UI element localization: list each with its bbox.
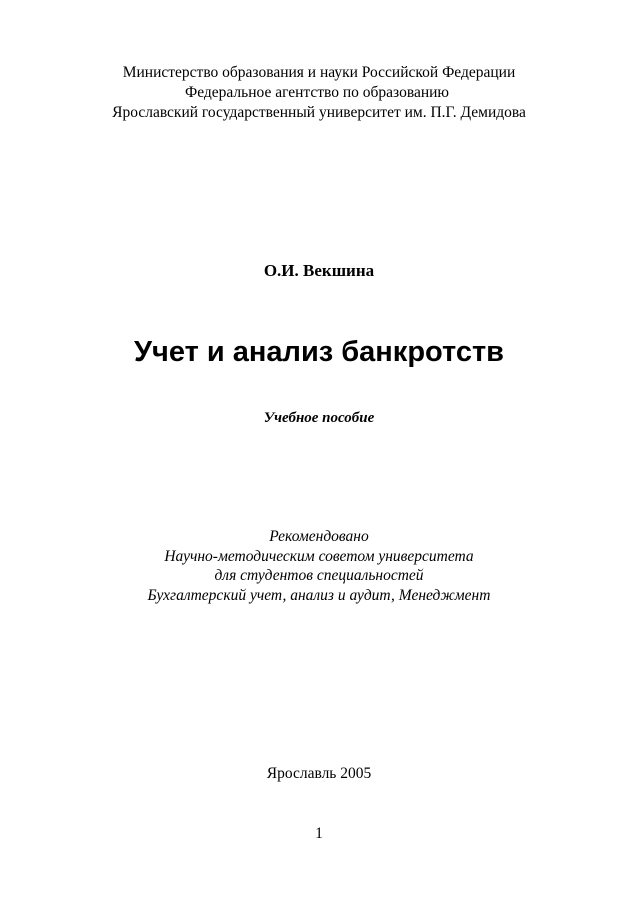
book-subtitle: Учебное пособие <box>263 410 375 426</box>
ministry-line: Министерство образования и науки Российской Федерации <box>122 64 516 81</box>
author-name: О.И. Векшина <box>263 261 375 280</box>
university-line: Ярославский государственный университет им. П.Г. Демидова <box>112 104 526 121</box>
page-number: 1 <box>315 825 323 842</box>
recommendation-line: Рекомендовано <box>269 528 369 545</box>
book-title: Учет и анализ банкротств <box>133 336 505 368</box>
recommendation-line: Бухгалтерский учет, анализ и аудит, Менеджмент <box>147 587 491 604</box>
recommendation-line: Научно-методическим советом университета <box>164 548 474 565</box>
agency-line: Федеральное агентство по образованию <box>184 84 450 101</box>
recommendation-line: для студентов специальностей <box>214 567 424 584</box>
place-year: Ярославль 2005 <box>266 765 372 782</box>
